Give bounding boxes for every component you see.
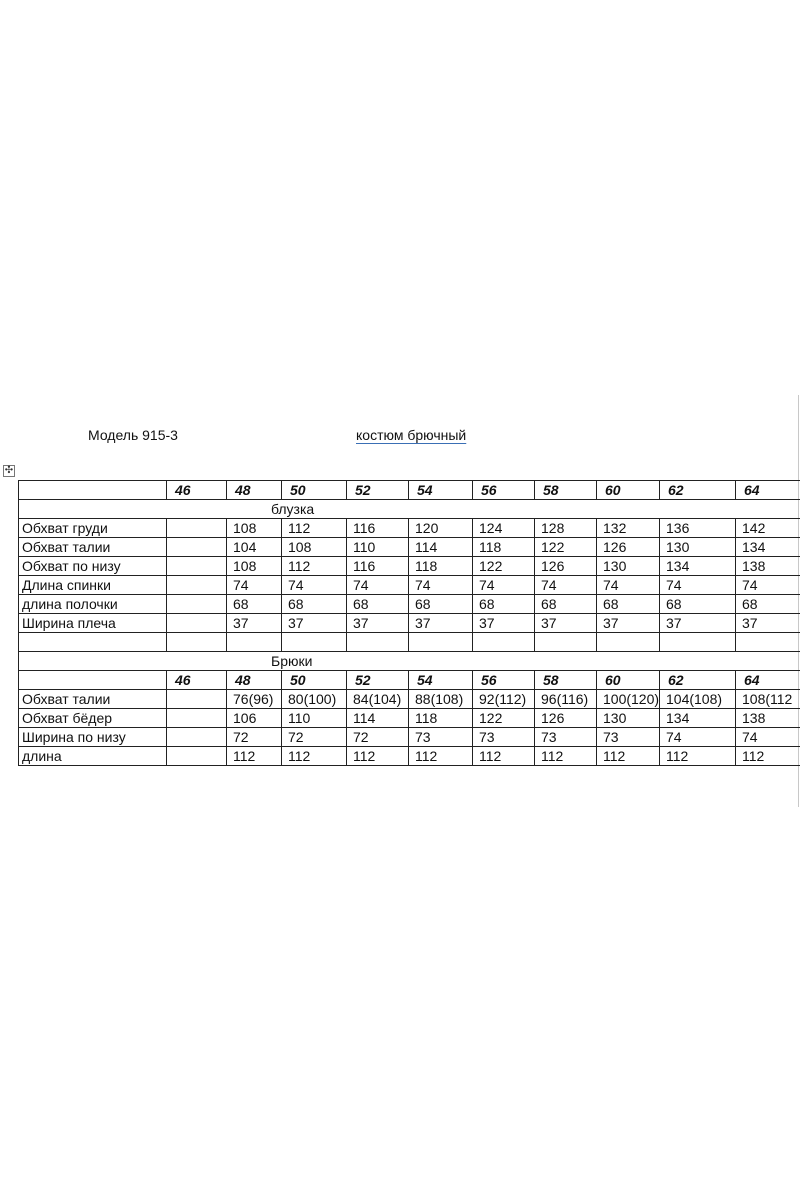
trousers-size-header-row: [19, 671, 800, 690]
size-header-cell: 48: [227, 671, 282, 690]
size-header-cell: 62: [660, 481, 736, 500]
size-header-label-cell: [19, 671, 167, 690]
measure-value-cell: [167, 709, 227, 728]
empty-cell: [473, 633, 535, 652]
measure-value-cell: 112: [282, 747, 347, 766]
empty-cell: [19, 633, 167, 652]
measure-value-cell: 116: [347, 557, 409, 576]
measure-value-cell: 74: [660, 728, 736, 747]
size-header-cell: 54: [409, 671, 473, 690]
measure-value-cell: 37: [282, 614, 347, 633]
measure-value-cell: [167, 538, 227, 557]
measure-value-cell: 104(108): [660, 690, 736, 709]
measure-value-cell: 68: [227, 595, 282, 614]
measure-value-cell: 37: [597, 614, 660, 633]
measure-value-cell: 118: [409, 557, 473, 576]
blouse-measure-row: [19, 595, 800, 614]
measure-value-cell: 114: [347, 709, 409, 728]
measure-value-cell: 37: [535, 614, 597, 633]
trousers-section-title: Брюки: [19, 652, 800, 671]
size-header-cell: 60: [597, 671, 660, 690]
size-header-cell: 58: [535, 481, 597, 500]
measure-value-cell: 136: [660, 519, 736, 538]
size-header-cell: 64: [736, 671, 800, 690]
measure-value-cell: 68: [660, 595, 736, 614]
measure-value-cell: 126: [597, 538, 660, 557]
measure-value-cell: 100(120): [597, 690, 660, 709]
measure-value-cell: 130: [660, 538, 736, 557]
measure-value-cell: 68: [282, 595, 347, 614]
measure-value-cell: 72: [227, 728, 282, 747]
measure-value-cell: 72: [282, 728, 347, 747]
measure-value-cell: 138: [736, 557, 800, 576]
measure-value-cell: [167, 576, 227, 595]
measure-value-cell: 110: [347, 538, 409, 557]
model-label: Модель 915-3: [88, 427, 178, 443]
measure-value-cell: 112: [736, 747, 800, 766]
measure-value-cell: 108: [227, 519, 282, 538]
size-header-cell: 64: [736, 481, 800, 500]
measure-value-cell: 128: [535, 519, 597, 538]
measure-value-cell: 130: [597, 709, 660, 728]
measure-value-cell: 74: [227, 576, 282, 595]
measure-value-cell: 122: [473, 557, 535, 576]
measure-value-cell: 73: [473, 728, 535, 747]
measure-value-cell: 134: [660, 709, 736, 728]
measure-value-cell: 112: [282, 519, 347, 538]
measure-value-cell: 122: [535, 538, 597, 557]
measure-value-cell: 124: [473, 519, 535, 538]
measure-value-cell: 73: [597, 728, 660, 747]
size-header-cell: 58: [535, 671, 597, 690]
measure-value-cell: 104: [227, 538, 282, 557]
measure-value-cell: [167, 747, 227, 766]
measure-value-cell: [167, 690, 227, 709]
size-header-label-cell: [19, 481, 167, 500]
measure-label-cell: Обхват талии: [19, 538, 167, 557]
measure-value-cell: [167, 728, 227, 747]
measure-value-cell: [167, 519, 227, 538]
measure-value-cell: 106: [227, 709, 282, 728]
trousers-title-row: [19, 652, 800, 671]
measure-value-cell: 68: [473, 595, 535, 614]
empty-cell: [660, 633, 736, 652]
size-table: [18, 480, 800, 766]
measure-label-cell: Обхват бёдер: [19, 709, 167, 728]
blouse-measure-row: [19, 576, 800, 595]
measure-value-cell: 68: [597, 595, 660, 614]
measure-value-cell: 96(116): [535, 690, 597, 709]
measure-value-cell: 112: [473, 747, 535, 766]
measure-value-cell: 76(96): [227, 690, 282, 709]
measure-value-cell: 74: [535, 576, 597, 595]
size-header-cell: 56: [473, 671, 535, 690]
measure-value-cell: 112: [535, 747, 597, 766]
measure-value-cell: 116: [347, 519, 409, 538]
measure-label-cell: Ширина плеча: [19, 614, 167, 633]
measure-value-cell: 37: [409, 614, 473, 633]
measure-value-cell: 37: [660, 614, 736, 633]
measure-value-cell: 110: [282, 709, 347, 728]
measure-value-cell: 126: [535, 709, 597, 728]
size-header-cell: 52: [347, 671, 409, 690]
empty-cell: [597, 633, 660, 652]
measure-value-cell: 68: [409, 595, 473, 614]
size-header-cell: 60: [597, 481, 660, 500]
measure-value-cell: 108(112: [736, 690, 800, 709]
measure-value-cell: 37: [473, 614, 535, 633]
measure-value-cell: 74: [660, 576, 736, 595]
size-header-cell: 46: [167, 671, 227, 690]
size-header-cell: 48: [227, 481, 282, 500]
measure-label-cell: Ширина по низу: [19, 728, 167, 747]
measure-value-cell: 73: [409, 728, 473, 747]
trousers-measure-row: [19, 728, 800, 747]
measure-value-cell: 68: [535, 595, 597, 614]
size-table-container: [18, 480, 800, 766]
size-header-cell: 62: [660, 671, 736, 690]
measure-value-cell: 134: [660, 557, 736, 576]
blouse-spacer-row: [19, 633, 800, 652]
size-header-cell: 54: [409, 481, 473, 500]
measure-label-cell: длина полочки: [19, 595, 167, 614]
measure-value-cell: 74: [282, 576, 347, 595]
measure-value-cell: [167, 557, 227, 576]
blouse-section-title: блузка: [19, 500, 800, 519]
measure-value-cell: [167, 595, 227, 614]
empty-cell: [167, 633, 227, 652]
trousers-measure-row: [19, 709, 800, 728]
measure-value-cell: 74: [597, 576, 660, 595]
measure-value-cell: 68: [347, 595, 409, 614]
measure-value-cell: 88(108): [409, 690, 473, 709]
measure-label-cell: длина: [19, 747, 167, 766]
measure-value-cell: 112: [282, 557, 347, 576]
measure-value-cell: 74: [409, 576, 473, 595]
measure-value-cell: 134: [736, 538, 800, 557]
measure-value-cell: 74: [347, 576, 409, 595]
empty-cell: [227, 633, 282, 652]
blouse-title-row: [19, 500, 800, 519]
measure-value-cell: 118: [473, 538, 535, 557]
measure-value-cell: 142: [736, 519, 800, 538]
measure-value-cell: 126: [535, 557, 597, 576]
measure-value-cell: 112: [660, 747, 736, 766]
measure-label-cell: Обхват груди: [19, 519, 167, 538]
measure-value-cell: 130: [597, 557, 660, 576]
size-header-cell: 52: [347, 481, 409, 500]
measure-value-cell: 84(104): [347, 690, 409, 709]
measure-value-cell: 108: [227, 557, 282, 576]
measure-label-cell: Обхват талии: [19, 690, 167, 709]
measure-label-cell: Обхват по низу: [19, 557, 167, 576]
size-header-cell: 50: [282, 481, 347, 500]
measure-value-cell: 80(100): [282, 690, 347, 709]
measure-value-cell: 132: [597, 519, 660, 538]
blouse-measure-row: [19, 538, 800, 557]
measure-value-cell: 74: [736, 728, 800, 747]
measure-value-cell: 112: [597, 747, 660, 766]
measure-value-cell: 138: [736, 709, 800, 728]
measure-value-cell: 73: [535, 728, 597, 747]
blouse-measure-row: [19, 614, 800, 633]
blouse-size-header-row: [19, 481, 800, 500]
measure-value-cell: 37: [227, 614, 282, 633]
measure-value-cell: 74: [736, 576, 800, 595]
blouse-measure-row: [19, 519, 800, 538]
measure-value-cell: 68: [736, 595, 800, 614]
size-header-cell: 56: [473, 481, 535, 500]
measure-value-cell: 112: [409, 747, 473, 766]
size-header-cell: 46: [167, 481, 227, 500]
measure-label-cell: Длина спинки: [19, 576, 167, 595]
trousers-measure-row: [19, 747, 800, 766]
measure-value-cell: [167, 614, 227, 633]
move-arrows-icon[interactable]: ✣: [4, 465, 14, 476]
empty-cell: [282, 633, 347, 652]
empty-cell: [409, 633, 473, 652]
empty-cell: [535, 633, 597, 652]
measure-value-cell: 122: [473, 709, 535, 728]
measure-value-cell: 74: [473, 576, 535, 595]
measure-value-cell: 92(112): [473, 690, 535, 709]
measure-value-cell: 120: [409, 519, 473, 538]
measure-value-cell: 37: [347, 614, 409, 633]
measure-value-cell: 112: [227, 747, 282, 766]
measure-value-cell: 37: [736, 614, 800, 633]
empty-cell: [347, 633, 409, 652]
trousers-measure-row: [19, 690, 800, 709]
suit-title-link[interactable]: костюм брючный: [356, 427, 467, 443]
size-header-cell: 50: [282, 671, 347, 690]
measure-value-cell: 114: [409, 538, 473, 557]
blouse-measure-row: [19, 557, 800, 576]
measure-value-cell: 112: [347, 747, 409, 766]
measure-value-cell: 108: [282, 538, 347, 557]
measure-value-cell: 118: [409, 709, 473, 728]
empty-cell: [736, 633, 800, 652]
measure-value-cell: 72: [347, 728, 409, 747]
